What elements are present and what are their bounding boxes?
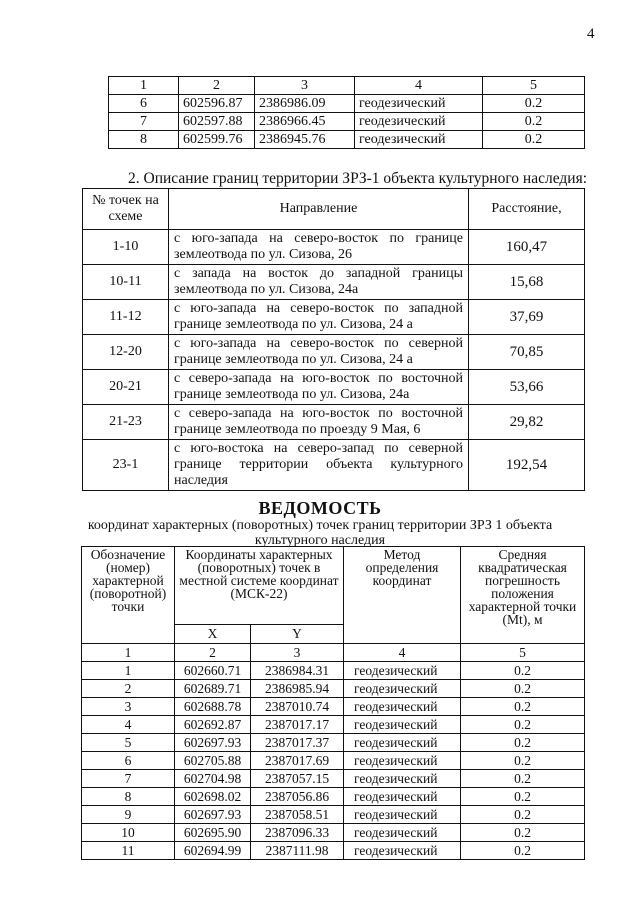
table-cell: геодезический: [344, 734, 461, 752]
header-error: Средняя квадратическая погрешность положения характерной точки (Mt), м: [461, 547, 585, 644]
vedomost-title: ВЕДОМОСТЬ: [258, 498, 382, 518]
table-cell: 2387096.33: [251, 824, 344, 842]
table-cell: 2386985.94: [251, 680, 344, 698]
table-cell: 2387058.51: [251, 806, 344, 824]
table-row: [82, 680, 585, 698]
header-direction: Направление: [169, 189, 469, 230]
table-cell: 0.2: [461, 734, 585, 752]
table-row: [82, 716, 585, 734]
table-cell: 1: [82, 662, 175, 680]
table-cell: 0.2: [461, 770, 585, 788]
table-cell: 0.2: [461, 806, 585, 824]
points-cell: 12-20: [83, 335, 169, 370]
table-header-row: [82, 644, 585, 662]
table-cell: 2387017.37: [251, 734, 344, 752]
table-cell: 3: [82, 698, 175, 716]
header-method: Метод определения координат: [344, 547, 461, 644]
table-cell: геодезический: [355, 113, 483, 131]
table-cell: 0.2: [483, 113, 585, 131]
column-number-cell: 3: [251, 644, 344, 662]
table-cell: геодезический: [344, 806, 461, 824]
column-number-cell: 1: [82, 644, 175, 662]
table-row: [82, 734, 585, 752]
table-row: [83, 230, 585, 265]
column-number-cell: 4: [355, 77, 483, 95]
points-cell: 10-11: [83, 265, 169, 300]
table-cell: 0.2: [483, 131, 585, 149]
table-cell: 2386945.76: [255, 131, 355, 149]
table-row: [83, 370, 585, 405]
table-cell: 2387057.15: [251, 770, 344, 788]
table-cell: геодезический: [355, 131, 483, 149]
table-cell: 602695.90: [175, 824, 251, 842]
table-cell: 2386984.31: [251, 662, 344, 680]
column-number-cell: 5: [461, 644, 585, 662]
distance-cell: 29,82: [469, 405, 585, 440]
table-cell: 602688.78: [175, 698, 251, 716]
header-y: Y: [251, 624, 344, 643]
table-cell: геодезический: [344, 680, 461, 698]
column-number-cell: 2: [175, 644, 251, 662]
direction-cell: с запада на восток до западной границы землеотвода по ул. Сизова, 24а: [169, 265, 469, 300]
distance-cell: 15,68: [469, 265, 585, 300]
table-cell: геодезический: [344, 788, 461, 806]
direction-cell: с юго-запада на северо-восток по северной границе землеотвода по ул. Сизова, 24 а: [169, 335, 469, 370]
table-cell: геодезический: [344, 662, 461, 680]
table-cell: 2: [82, 680, 175, 698]
table-row: [83, 265, 585, 300]
table-cell: 9: [82, 806, 175, 824]
table-cell: 2387056.86: [251, 788, 344, 806]
points-cell: 1-10: [83, 230, 169, 265]
table-row: [83, 300, 585, 335]
table-cell: 0.2: [461, 716, 585, 734]
points-cell: 23-1: [83, 440, 169, 491]
coordinates-table-continued: [108, 76, 585, 149]
table-cell: 8: [82, 788, 175, 806]
table-cell: 602692.87: [175, 716, 251, 734]
table-cell: 2387111.98: [251, 842, 344, 860]
table-cell: 6: [82, 752, 175, 770]
table-row: [82, 806, 585, 824]
column-number-cell: 3: [255, 77, 355, 95]
table-cell: геодезический: [344, 752, 461, 770]
table-cell: 602698.02: [175, 788, 251, 806]
points-cell: 21-23: [83, 405, 169, 440]
table-row: [83, 335, 585, 370]
table-cell: 602694.99: [175, 842, 251, 860]
coordinates-table: [81, 546, 585, 860]
distance-cell: 37,69: [469, 300, 585, 335]
vedomost-subtitle-2: культурного наследия: [254, 533, 386, 548]
table-cell: 2386986.09: [255, 95, 355, 113]
table-row: [109, 131, 585, 149]
table-row: [82, 752, 585, 770]
boundary-description-table: [82, 188, 585, 491]
page-number: 4: [587, 26, 595, 42]
table-cell: 602697.93: [175, 806, 251, 824]
table-cell: 8: [109, 131, 179, 149]
table-header-row: [83, 189, 585, 230]
table-row: [83, 405, 585, 440]
distance-cell: 160,47: [469, 230, 585, 265]
table-cell: 602596.87: [179, 95, 255, 113]
direction-cell: с юго-запада на северо-восток по границе землеотвода по ул. Сизова, 26: [169, 230, 469, 265]
table-cell: 7: [109, 113, 179, 131]
table-cell: геодезический: [344, 770, 461, 788]
table-cell: 602689.71: [175, 680, 251, 698]
section-2-title: 2. Описание границ территории ЗРЗ-1 объекта культурного наследия:: [128, 170, 588, 187]
table-cell: 2387017.17: [251, 716, 344, 734]
distance-cell: 53,66: [469, 370, 585, 405]
table-cell: 0.2: [461, 662, 585, 680]
table-cell: 0.2: [483, 95, 585, 113]
table-cell: 0.2: [461, 698, 585, 716]
table-row: [82, 698, 585, 716]
table-cell: геодезический: [344, 824, 461, 842]
table-row: [82, 788, 585, 806]
direction-cell: с северо-запада на юго-восток по восточной границе землеотвода по ул. Сизова, 24а: [169, 370, 469, 405]
header-points: № точек на схеме: [83, 189, 169, 230]
table-row: [82, 770, 585, 788]
table-cell: 602597.88: [179, 113, 255, 131]
table-cell: 2387017.69: [251, 752, 344, 770]
table-cell: геодезический: [344, 716, 461, 734]
table-cell: 6: [109, 95, 179, 113]
table-cell: геодезический: [344, 698, 461, 716]
table-cell: 602697.93: [175, 734, 251, 752]
table-header-row: [109, 77, 585, 95]
table-cell: 0.2: [461, 842, 585, 860]
table-cell: 602705.88: [175, 752, 251, 770]
table-row: [109, 113, 585, 131]
header-x: X: [175, 624, 251, 643]
table-cell: 0.2: [461, 824, 585, 842]
table-cell: 2386966.45: [255, 113, 355, 131]
column-number-cell: 4: [344, 644, 461, 662]
table-cell: 4: [82, 716, 175, 734]
table-cell: 2387010.74: [251, 698, 344, 716]
table-cell: 5: [82, 734, 175, 752]
table-row: [82, 842, 585, 860]
table-cell: 602599.76: [179, 131, 255, 149]
points-cell: 11-12: [83, 300, 169, 335]
table-cell: 602660.71: [175, 662, 251, 680]
table-row: [83, 440, 585, 491]
table-header-row: [82, 547, 585, 625]
direction-cell: с юго-востока на северо-запад по северной границе территории объекта культурного наследия: [169, 440, 469, 491]
table-row: [82, 662, 585, 680]
table-cell: 602704.98: [175, 770, 251, 788]
column-number-cell: 5: [483, 77, 585, 95]
direction-cell: с северо-запада на юго-восток по восточной границе землеотвода по проезду 9 Мая, 6: [169, 405, 469, 440]
table-cell: 0.2: [461, 788, 585, 806]
column-number-cell: 1: [109, 77, 179, 95]
header-point-designation: Обозначение (номер) характерной (поворотной) точки: [82, 547, 175, 644]
table-cell: 11: [82, 842, 175, 860]
points-cell: 20-21: [83, 370, 169, 405]
table-cell: 7: [82, 770, 175, 788]
table-row: [82, 824, 585, 842]
table-cell: 0.2: [461, 680, 585, 698]
table-cell: геодезический: [344, 842, 461, 860]
header-distance: Расстояние,: [469, 189, 585, 230]
distance-cell: 70,85: [469, 335, 585, 370]
table-cell: геодезический: [355, 95, 483, 113]
direction-cell: с юго-запада на северо-восток по западной границе землеотвода по ул. Сизова, 24 а: [169, 300, 469, 335]
table-cell: 0.2: [461, 752, 585, 770]
distance-cell: 192,54: [469, 440, 585, 491]
header-coordinates: Координаты характерных (поворотных) точек в местной системе координат (МСК-22): [175, 547, 344, 625]
column-number-cell: 2: [179, 77, 255, 95]
table-row: [109, 95, 585, 113]
vedomost-subtitle: координат характерных (поворотных) точек границ территории ЗРЗ 1 объекта: [87, 518, 553, 533]
table-cell: 10: [82, 824, 175, 842]
